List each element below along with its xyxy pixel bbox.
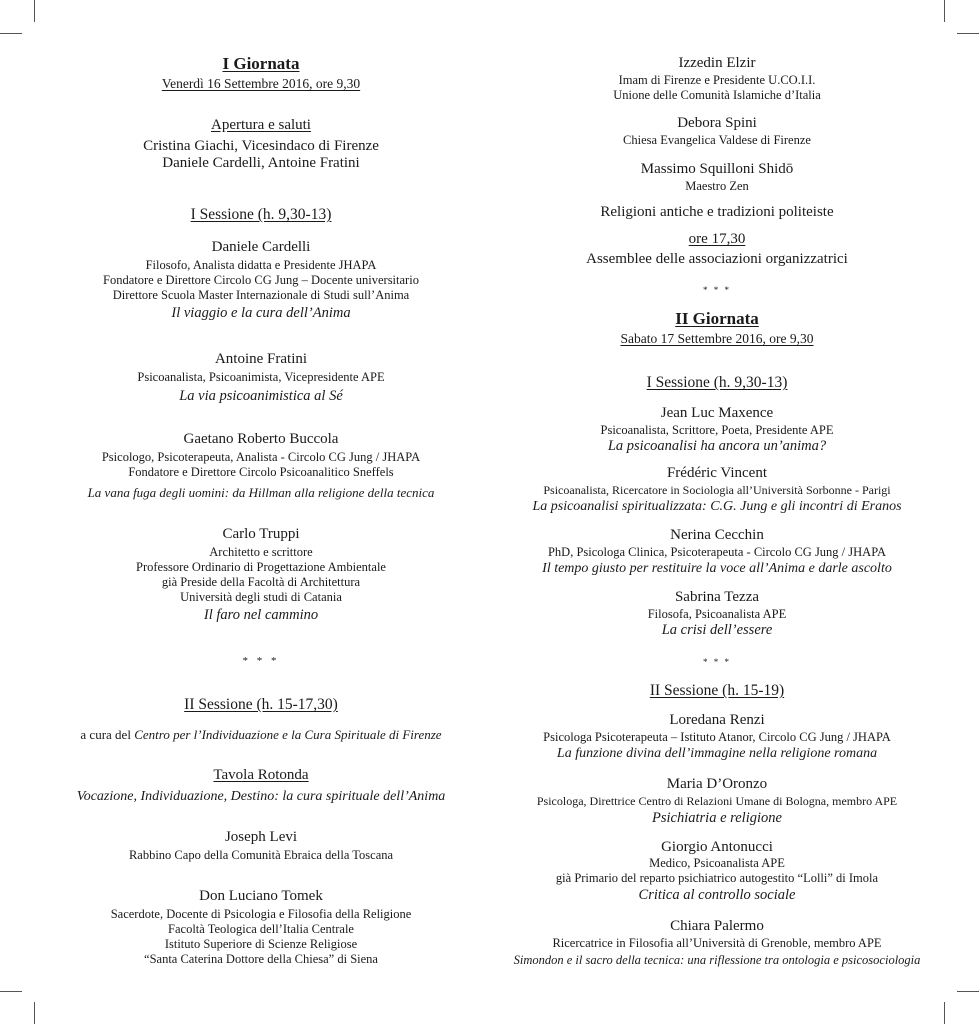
talk-title: Simondon e il sacro della tecnica: una riflessione tra ontologia e psicosociologia — [513, 953, 921, 967]
speaker-fratini — [40, 351, 482, 405]
speaker-role: Medico, Psicoanalista APE — [649, 856, 785, 870]
speaker-name: Joseph Levi — [224, 829, 298, 845]
talk-title: Il faro nel cammino — [203, 607, 319, 623]
speaker-role: Psicoanalista, Ricercatore in Sociologia all’Università Sorbonne - Parigi — [543, 483, 891, 497]
speaker-role: Maestro Zen — [685, 179, 749, 193]
speaker-spini — [494, 115, 940, 148]
crop-mark-bottom-left — [34, 1002, 35, 1024]
speaker-name: Izzedin Elzir — [678, 55, 756, 71]
speaker-role: PhD, Psicologa Clinica, Psicoterapeuta - Circolo CG Jung / JHAPA — [547, 545, 887, 559]
speaker-role: Psicoanalista, Scrittore, Poeta, Presidente APE — [600, 423, 834, 437]
speaker-vincent — [494, 465, 940, 515]
speaker-name: Daniele Cardelli — [211, 239, 311, 255]
speaker-name: Massimo Squilloni Shidō — [640, 161, 794, 177]
talk-title: Psichiatria e religione — [652, 810, 782, 826]
speaker-role: Unione delle Comunità Islamiche d’Italia — [613, 88, 821, 102]
assembly-title: Assemblee delle associazioni organizzatrici — [586, 251, 848, 267]
talk-title: Critica al controllo sociale — [638, 887, 796, 903]
speaker-name: Nerina Cecchin — [670, 527, 764, 543]
speaker-role: Fondatore e Direttore Circolo CG Jung – Docente universitario — [103, 273, 419, 287]
speaker-squilloni — [494, 161, 940, 194]
day2-header — [494, 309, 940, 347]
speaker-name: Don Luciano Tomek — [199, 888, 323, 904]
speaker-renzi — [494, 712, 940, 762]
talk-title: La crisi dell’essere — [661, 622, 773, 638]
speaker-role: “Santa Caterina Dottore della Chiesa” di Siena — [144, 952, 378, 966]
separator-stars: * * * — [703, 657, 731, 667]
day1-header — [40, 54, 482, 92]
opening-line1: Cristina Giachi, Vicesindaco di Firenze — [143, 138, 379, 154]
speaker-role: Direttore Scuola Master Internazionale di Studi sull’Anima — [112, 288, 410, 302]
speaker-name: Sabrina Tezza — [674, 589, 760, 605]
roundtable-block — [40, 767, 482, 805]
speaker-antonucci — [494, 839, 940, 904]
speaker-name: Jean Luc Maxence — [660, 405, 774, 421]
speaker-role: Università degli studi di Catania — [180, 590, 342, 604]
right-session1-title: I Sessione (h. 9,30-13) — [646, 374, 788, 391]
speaker-cardelli — [40, 239, 482, 322]
speaker-name: Loredana Renzi — [669, 712, 765, 728]
speaker-name: Giorgio Antonucci — [661, 839, 773, 855]
speaker-name: Antoine Fratini — [214, 351, 308, 367]
speaker-role: Psicologa, Direttrice Centro di Relazioni Umane di Bologna, membro APE — [536, 794, 898, 808]
speaker-role: Chiesa Evangelica Valdese di Firenze — [623, 133, 811, 147]
speaker-levi — [40, 829, 482, 863]
speaker-name: Debora Spini — [677, 115, 757, 131]
speaker-role: Architetto e scrittore — [209, 545, 313, 559]
day1-title: I Giornata — [222, 54, 300, 73]
ancient-religions-line: Religioni antiche e tradizioni politeiste — [600, 204, 834, 220]
speaker-role: Fondatore e Direttore Circolo Psicoanalitico Sneffels — [128, 465, 394, 479]
crop-mark-bottom-right-h — [957, 991, 979, 992]
speaker-name: Frédéric Vincent — [666, 465, 768, 481]
opening-block — [40, 117, 482, 172]
speaker-role: già Primario del reparto psichiatrico autogestito “Lolli” di Imola — [555, 871, 879, 885]
speaker-role: Ricercatrice in Filosofia all’Università di Grenoble, membro APE — [552, 936, 882, 950]
speaker-buccola — [40, 431, 482, 501]
assembly-block — [494, 231, 940, 268]
speaker-palermo — [494, 918, 940, 969]
talk-title: La vana fuga degli uomini: da Hillman alla religione della tecnica — [87, 485, 435, 500]
speaker-tezza — [494, 589, 940, 639]
speaker-role: Rabbino Capo della Comunità Ebraica della Toscana — [128, 848, 394, 862]
curator-line — [40, 727, 482, 743]
speaker-role: Filosofa, Psicoanalista APE — [647, 607, 787, 621]
day1-date: Venerdì 16 Settembre 2016, ore 9,30 — [161, 76, 361, 91]
left-session1-title: I Sessione (h. 9,30-13) — [190, 206, 332, 223]
speaker-role: Psicologo, Psicoterapeuta, Analista - Circolo CG Jung / JHAPA — [101, 450, 421, 464]
day2-title: II Giornata — [675, 309, 759, 328]
speaker-elzir — [494, 55, 940, 103]
roundtable-subtitle: Vocazione, Individuazione, Destino: la cura spirituale dell’Anima — [76, 789, 446, 804]
speaker-name: Maria D’Oronzo — [666, 776, 768, 792]
talk-title: Il tempo giusto per restituire la voce all’Anima e darle ascolto — [542, 561, 892, 576]
talk-title: La funzione divina dell’immagine nella religione romana — [556, 746, 878, 761]
curator-org: Centro per l’Individuazione e la Cura Spirituale di Firenze — [134, 727, 442, 742]
speaker-truppi — [40, 526, 482, 624]
opening-title: Apertura e saluti — [211, 117, 311, 133]
talk-title: La psicoanalisi ha ancora un’anima? — [607, 438, 827, 454]
left-session2-title: II Sessione (h. 15-17,30) — [184, 696, 338, 713]
separator-stars: * * * — [242, 655, 280, 667]
separator-stars: * * * — [703, 285, 731, 295]
crop-mark-top-right-h — [957, 33, 979, 34]
speaker-doronzo — [494, 776, 940, 827]
talk-title: La via psicoanimistica al Sé — [179, 388, 343, 404]
speaker-name: Gaetano Roberto Buccola — [183, 431, 339, 447]
day2-date: Sabato 17 Settembre 2016, ore 9,30 — [620, 331, 814, 346]
speaker-role: Imam di Firenze e Presidente U.CO.I.I. — [618, 73, 816, 87]
right-session2-title: II Sessione (h. 15-19) — [649, 682, 785, 699]
speaker-tomek — [40, 888, 482, 967]
crop-mark-bottom-left-h — [0, 991, 22, 992]
speaker-role: Istituto Superiore di Scienze Religiose — [164, 937, 358, 951]
talk-title: La psicoanalisi spiritualizzata: C.G. Jung e gli incontri di Eranos — [532, 499, 902, 514]
speaker-role: Sacerdote, Docente di Psicologia e Filosofia della Religione — [110, 907, 412, 921]
speaker-role: Facoltà Teologica dell’Italia Centrale — [168, 922, 354, 936]
curator-prefix: a cura del — [80, 727, 131, 742]
speaker-role: Psicologa Psicoterapeuta – Istituto Atanor, Circolo CG Jung / JHAPA — [543, 730, 891, 744]
speaker-name: Carlo Truppi — [222, 526, 300, 542]
talk-title: Il viaggio e la cura dell’Anima — [171, 305, 351, 321]
crop-mark-top-left — [34, 0, 35, 22]
crop-mark-bottom-right — [944, 1002, 945, 1024]
crop-mark-top-left-h — [0, 33, 22, 34]
speaker-role: Filosofo, Analista didatta e Presidente JHAPA — [145, 258, 377, 272]
roundtable-title: Tavola Rotonda — [213, 767, 309, 783]
speaker-cecchin — [494, 527, 940, 577]
opening-line2: Daniele Cardelli, Antoine Fratini — [162, 155, 360, 171]
crop-mark-top-right — [944, 0, 945, 22]
speaker-name: Chiara Palermo — [670, 918, 764, 934]
speaker-role: Psicoanalista, Psicoanimista, Vicepresidente APE — [137, 370, 385, 384]
speaker-role: già Preside della Facoltà di Architettura — [161, 575, 361, 589]
speaker-maxence — [494, 405, 940, 455]
speaker-role: Professore Ordinario di Progettazione Ambientale — [136, 560, 386, 574]
assembly-time: ore 17,30 — [688, 231, 746, 247]
